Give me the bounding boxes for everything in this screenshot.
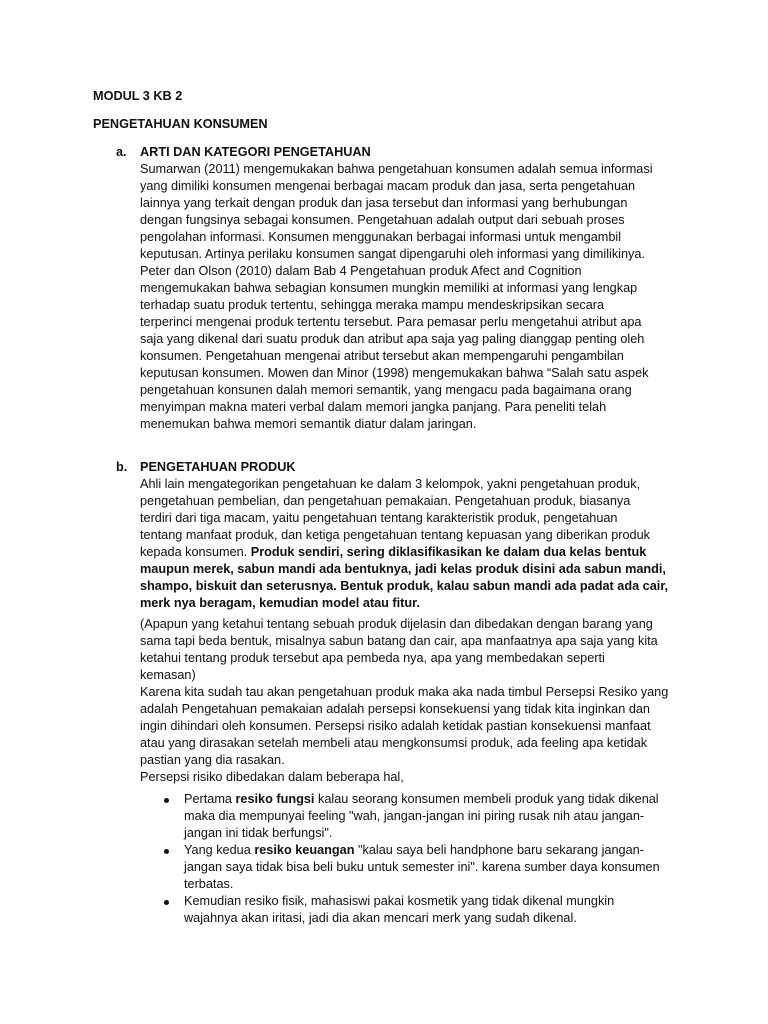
section-b-line: Ahli lain mengategorikan pengetahuan ke dalam 3 kelompok, yakni pengetahuan produk, [140, 477, 641, 491]
section-a-line: keputusan. Artinya perilaku konsumen sangat dipengaruhi oleh informasi yang dimilikinya. [140, 247, 645, 261]
bullet-dot-icon [164, 798, 169, 803]
section-b-bold-line: merk nya beragam, kemudian model atau fitur. [140, 596, 420, 610]
bullet-continuation: maka dia mempunyai feeling "wah, jangan-jangan ini piring rusak nih atau jangan- [184, 809, 645, 823]
bullet-continuation: jangan saya tidak bisa beli buku untuk semester ini". karena sumber daya konsumen [184, 860, 660, 874]
section-b-risk-line: pastian yang dia rasakan. [140, 753, 285, 767]
bullet-bold-term: resiko fungsi [235, 792, 315, 806]
section-b-risk-line: atau yang dirasakan setelah membeli atau mengkonsumsi produk, ada feeling apa ketidak [140, 736, 648, 750]
bullet-prefix: Yang kedua [184, 843, 255, 857]
section-b-line: pengetahuan pembelian, dan pengetahuan pemakaian. Pengetahuan produk, biasanya [140, 494, 631, 508]
module-title: MODUL 3 KB 2 [93, 89, 183, 103]
section-a-line: keputusan konsumen. Mowen dan Minor (1998) mengemukakan bahwa “Salah satu aspek [140, 366, 649, 380]
bullet-dot-icon [164, 849, 169, 854]
section-a-line: konsumen. Pengetahuan mengenai atribut tersebut akan mempengaruhi pengambilan [140, 349, 624, 363]
section-a-marker: a. [116, 145, 127, 159]
section-b-marker: b. [116, 460, 128, 474]
section-b-bold-line: shampo, biskuit dan seterusnya. Bentuk produk, kalau sabun mandi ada padat ada cair, [140, 579, 669, 593]
bullet-item-risk-function [184, 791, 659, 807]
section-b-risk-line: Persepsi risiko dibedakan dalam beberapa hal, [140, 770, 404, 784]
section-a-line: lainnya yang terkait dengan produk dan jasa tersebut dan informasi yang berhubungan [140, 196, 628, 210]
section-b-bold-line: maupun merek, sabun mandi ada bentuknya, jadi kelas produk disini ada sabun mandi, [140, 562, 666, 576]
section-b-paren-line: sama tapi beda bentuk, misalnya sabun batang dan cair, apa manfaatnya apa saja yang kita [140, 634, 658, 648]
bullet-continuation: wajahnya akan iritasi, jadi dia akan mencari merk yang sudah dikenal. [184, 911, 577, 925]
bullet-dot-icon [164, 900, 169, 905]
section-a-line: dengan fungsinya sebagai konsumen. Pengetahuan adalah output dari sebuah proses [140, 213, 625, 227]
section-a-line: terhadap suatu produk tertentu, sehingga meraka mampu mendeskripsikan secara [140, 298, 605, 312]
main-heading: PENGETAHUAN KONSUMEN [93, 117, 268, 131]
section-a-line: terperinci mengenai produk tertentu tersebut. Para pemasar perlu mengetahui atribut apa [140, 315, 642, 329]
section-b-normal-text: kepada konsumen. [140, 545, 251, 559]
bullet-prefix: Pertama [184, 792, 236, 806]
section-b-bold-text: Produk sendiri, sering diklasifikasikan ke dalam dua kelas bentuk [250, 545, 647, 559]
section-b-mixed-line [140, 544, 646, 560]
section-a-line: pengetahuan konsunen dalah memori semantik, yang mengacu pada bagaimana orang [140, 383, 632, 397]
section-a-line: mengemukakan bahwa sebagian konsumen mungkin memiliki at informasi yang lengkap [140, 281, 638, 295]
bullet-item-risk-physical: Kemudian resiko fisik, mahasiswi pakai kosmetik yang tidak dikenal mungkin [184, 894, 615, 908]
section-a-line: menyimpan makna materi verbal dalam memori jangka panjang. Para peneliti telah [140, 400, 607, 414]
section-b-risk-line: Karena kita sudah tau akan pengetahuan produk maka aka nada timbul Persepsi Resiko yang [140, 685, 669, 699]
section-b-line: terdiri dari tiga macam, yaitu pengetahuan tentang karakteristik produk, pengetahuan [140, 511, 618, 525]
section-b-risk-line: ingin dihindari oleh konsumen. Persepsi risiko adalah ketidak pastian konsekuensi manfaat [140, 719, 651, 733]
section-b-paren-line: kemasan) [140, 668, 196, 682]
bullet-suffix: "kalau saya beli handphone baru sekarang jangan- [354, 843, 644, 857]
bullet-continuation: terbatas. [184, 877, 234, 891]
section-b-heading: PENGETAHUAN PRODUK [140, 460, 296, 474]
section-b-risk-line: adalah Pengetahuan pemakaian adalah persepsi konsekuensi yang tidak kita inginkan dan [140, 702, 650, 716]
section-a-line: saja yang dikenal dari suatu produk dan atribut apa saja yag paling dianggap penting oleh [140, 332, 645, 346]
bullet-suffix: kalau seorang konsumen membeli produk yang tidak dikenal [314, 792, 659, 806]
bullet-bold-term: resiko keuangan [254, 843, 355, 857]
section-a-heading: ARTI DAN KATEGORI PENGETAHUAN [140, 145, 371, 159]
section-b-paren-line: ketahui tentang produk tersebut apa pembeda nya, apa yang membedakan seperti [140, 651, 605, 665]
section-a-line: yang dimiliki konsumen mengenai berbagai macam produk dan jasa, serta pengetahuan [140, 179, 636, 193]
section-b-paren-line: (Apapun yang ketahui tentang sebuah produk dijelasin dan dibedakan dengan barang yang [140, 617, 653, 631]
section-b-line: tentang manfaat produk, dan ketiga pengetahuan tentang kepuasan yang diberikan produk [140, 528, 651, 542]
bullet-continuation: jangan ini tidak berfungsi". [184, 826, 333, 840]
section-a-line: menemukan bahwa memori semantik diatur dalam jaringan. [140, 417, 477, 431]
section-a-line: Sumarwan (2011) mengemukakan bahwa pengetahuan konsumen adalah semua informasi [140, 162, 653, 176]
section-a-line: pengolahan informasi. Konsumen menggunakan berbagai informasi untuk mengambil [140, 230, 622, 244]
bullet-item-risk-finance [184, 842, 644, 858]
section-a-line: Peter dan Olson (2010) dalam Bab 4 Pengetahuan produk Afect and Cognition [140, 264, 582, 278]
